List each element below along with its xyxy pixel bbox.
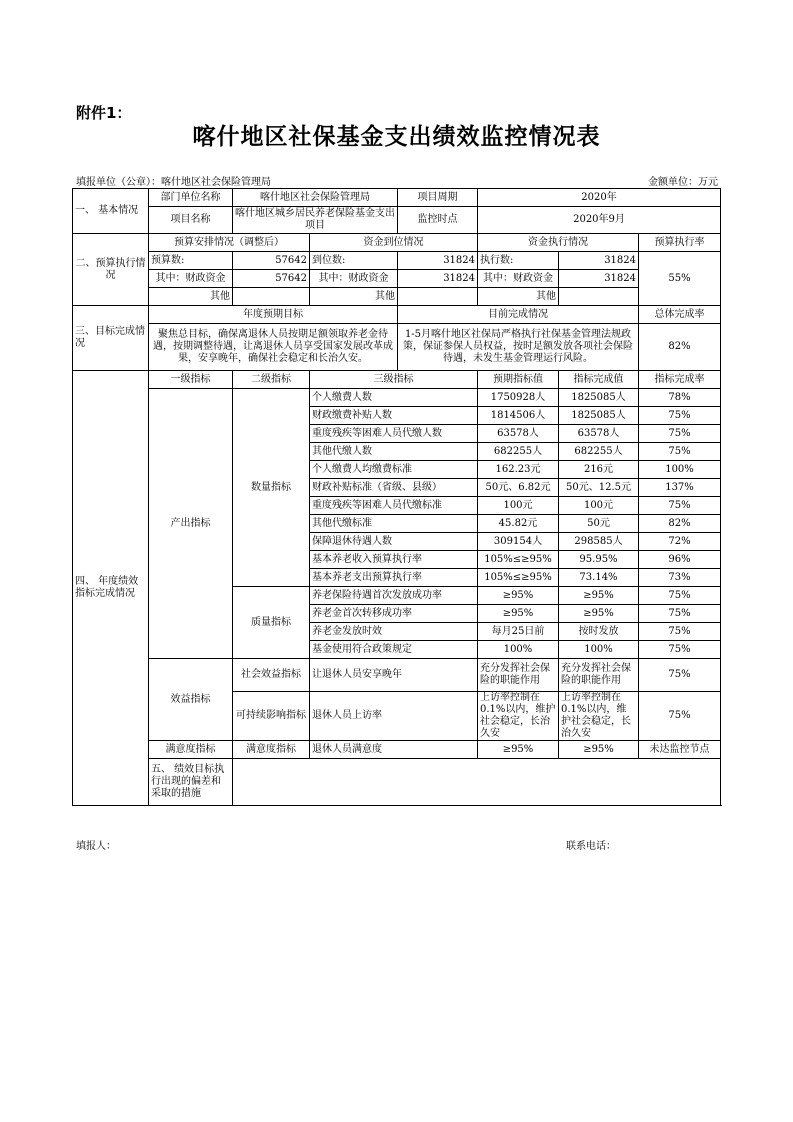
project-label: 项目名称 bbox=[149, 207, 233, 234]
period-value: 2020年 bbox=[478, 189, 721, 207]
indicator-expected: 上访率控制在0.1%以内，维护社会稳定，长治久安 bbox=[478, 692, 559, 741]
budget-other-row bbox=[73, 288, 721, 306]
indicator-expected: 105%≤≥95% bbox=[478, 569, 559, 587]
indicator-name: 重度残疾等困难人员代缴人数 bbox=[310, 425, 478, 443]
budget-header-row bbox=[73, 234, 721, 252]
indicator-name: 养老金发放时效 bbox=[310, 623, 478, 641]
indicator-actual: 100元 bbox=[559, 497, 639, 515]
indicator-expected: 充分发挥社会保险的职能作用 bbox=[478, 659, 559, 692]
budget-rate-header: 预算执行率 bbox=[639, 234, 721, 252]
indicator-name: 退休人员满意度 bbox=[310, 741, 478, 759]
period-label: 项目周期 bbox=[398, 189, 478, 207]
indicator-name: 个人缴费人均缴费标准 bbox=[310, 461, 478, 479]
level1-output: 产出指标 bbox=[149, 389, 233, 659]
indicator-h-level2: 二级指标 bbox=[233, 371, 310, 389]
indicator-name: 基金使用符合政策规定 bbox=[310, 641, 478, 659]
budget-arrive-header: 资金到位情况 bbox=[310, 234, 478, 252]
indicator-name: 退休人员上访率 bbox=[310, 692, 478, 741]
indicator-h-level3: 三级指标 bbox=[310, 371, 478, 389]
indicator-expected: 45.82元 bbox=[478, 515, 559, 533]
indicator-actual: 上访率控制在0.1%以内，维护社会稳定，长治久安 bbox=[559, 692, 639, 741]
plan-fiscal-value: 57642 bbox=[233, 270, 310, 288]
indicator-name: 基本养老支出预算执行率 bbox=[310, 569, 478, 587]
indicator-h-level1: 一级指标 bbox=[149, 371, 233, 389]
budget-plan-header: 预算安排情况（调整后） bbox=[149, 234, 310, 252]
exec-label: 执行数: bbox=[478, 252, 559, 270]
indicator-name: 重度残疾等困难人员代缴标准 bbox=[310, 497, 478, 515]
indicator-rate: 75% bbox=[639, 641, 721, 659]
indicator-rate: 75% bbox=[639, 587, 721, 605]
monitor-label: 监控时点 bbox=[398, 207, 478, 234]
indicator-rate: 100% bbox=[639, 461, 721, 479]
phone-label: 联系电话： bbox=[566, 841, 616, 852]
indicator-actual: 按时发放 bbox=[559, 623, 639, 641]
indicator-rate: 75% bbox=[639, 425, 721, 443]
indicator-name: 保障退休待遇人数 bbox=[310, 533, 478, 551]
amount-unit: 金额单位：万元 bbox=[648, 177, 718, 188]
indicator-rate: 78% bbox=[639, 389, 721, 407]
goal-annual-text: 聚焦总目标，确保离退休人员按期足额领取养老金待遇，按期调整待遇，让离退休人员享受国家发展改革成果，安享晚年，确保社会稳定和长治久安。 bbox=[149, 324, 398, 371]
level2-social: 社会效益指标 bbox=[233, 659, 310, 692]
indicator-expected: 105%≤≥95% bbox=[478, 551, 559, 569]
budget-section-label: 二、预算执行情况 bbox=[73, 234, 149, 306]
indicator-rate: 75% bbox=[639, 623, 721, 641]
plan-other-label: 其他 bbox=[149, 288, 233, 306]
indicator-actual: ≥95% bbox=[559, 587, 639, 605]
indicator-rate: 137% bbox=[639, 479, 721, 497]
indicator-actual: 63578人 bbox=[559, 425, 639, 443]
filing-unit: 填报单位（公章）：喀什地区社会保险管理局 bbox=[76, 177, 271, 188]
indicator-expected: 63578人 bbox=[478, 425, 559, 443]
goal-header-row bbox=[73, 306, 721, 324]
basic-row-dept bbox=[73, 189, 721, 207]
level1-satisfaction: 满意度指标 bbox=[149, 741, 233, 759]
indicator-h-rate: 指标完成率 bbox=[639, 371, 721, 389]
indicator-rate: 75% bbox=[639, 443, 721, 461]
indicator-actual: 50元、12.5元 bbox=[559, 479, 639, 497]
indicator-rate: 75% bbox=[639, 407, 721, 425]
level2-quantity: 数量指标 bbox=[233, 389, 310, 587]
goal-content-row bbox=[73, 324, 721, 371]
table-row bbox=[73, 389, 721, 407]
dept-value: 喀什地区社会保险管理局 bbox=[233, 189, 398, 207]
indicator-actual: 1825085人 bbox=[559, 407, 639, 425]
indicator-expected: 162.23元 bbox=[478, 461, 559, 479]
indicator-actual: 682255人 bbox=[559, 443, 639, 461]
indicator-expected: 每月25日前 bbox=[478, 623, 559, 641]
indicator-name: 个人缴费人数 bbox=[310, 389, 478, 407]
table-row bbox=[73, 659, 721, 692]
indicator-expected: 50元、6.82元 bbox=[478, 479, 559, 497]
plan-fiscal-label: 其中：财政资金 bbox=[149, 270, 233, 288]
budget-rate-value: 55% bbox=[639, 252, 721, 306]
monitor-value: 2020年9月 bbox=[478, 207, 721, 234]
indicator-actual: 216元 bbox=[559, 461, 639, 479]
indicator-name: 养老金首次转移成功率 bbox=[310, 605, 478, 623]
arrive-fiscal-value: 31824 bbox=[398, 270, 478, 288]
indicator-name: 让退休人员安享晚年 bbox=[310, 659, 478, 692]
indicator-expected: 682255人 bbox=[478, 443, 559, 461]
arrive-value: 31824 bbox=[398, 252, 478, 270]
arrive-other-label: 其他 bbox=[310, 288, 398, 306]
indicator-rate: 82% bbox=[639, 515, 721, 533]
exec-value: 31824 bbox=[559, 252, 639, 270]
table-row bbox=[73, 741, 721, 759]
level2-satisfaction: 满意度指标 bbox=[233, 741, 310, 759]
indicator-expected: ≥95% bbox=[478, 741, 559, 759]
indicator-expected: ≥95% bbox=[478, 587, 559, 605]
plan-value: 57642 bbox=[233, 252, 310, 270]
indicator-expected: 1750928人 bbox=[478, 389, 559, 407]
budget-exec-header: 资金执行情况 bbox=[478, 234, 639, 252]
plan-label: 预算数: bbox=[149, 252, 233, 270]
indicator-rate: 75% bbox=[639, 659, 721, 692]
basic-row-project bbox=[73, 207, 721, 234]
goal-current-text: 1-5月喀什地区社保局严格执行社保基金管理法规政策，保证参保人员权益，按时足额发放各项社会保险待遇，未发生基金管理运行风险。 bbox=[398, 324, 639, 371]
indicator-actual: 100% bbox=[559, 641, 639, 659]
indicator-rate: 75% bbox=[639, 605, 721, 623]
attachment-label: 附件1： bbox=[76, 104, 132, 122]
indicator-expected: 100元 bbox=[478, 497, 559, 515]
goal-section-label: 三、目标完成情况 bbox=[73, 306, 149, 371]
indicator-h-expected: 预期指标值 bbox=[478, 371, 559, 389]
indicator-name: 其他代缴标准 bbox=[310, 515, 478, 533]
indicator-name: 基本养老收入预算执行率 bbox=[310, 551, 478, 569]
basic-section-label: 一、 基本情况 bbox=[73, 189, 149, 234]
indicator-rate: 75% bbox=[639, 497, 721, 515]
indicator-name: 财政补贴标准（省级、县级） bbox=[310, 479, 478, 497]
budget-fiscal-row bbox=[73, 270, 721, 288]
exec-fiscal-label: 其中：财政资金 bbox=[478, 270, 559, 288]
deviation-content[interactable] bbox=[233, 759, 721, 806]
indicator-rate: 72% bbox=[639, 533, 721, 551]
indicator-expected: 100% bbox=[478, 641, 559, 659]
level2-quality: 质量指标 bbox=[233, 587, 310, 659]
arrive-label: 到位数: bbox=[310, 252, 398, 270]
budget-total-row bbox=[73, 252, 721, 270]
performance-monitoring-table bbox=[72, 188, 721, 806]
indicator-actual: 95.95% bbox=[559, 551, 639, 569]
level1-benefit: 效益指标 bbox=[149, 659, 233, 741]
indicator-name: 其他代缴人数 bbox=[310, 443, 478, 461]
deviation-row bbox=[73, 759, 721, 806]
exec-other-label: 其他 bbox=[478, 288, 559, 306]
arrive-fiscal-label: 其中：财政资金 bbox=[310, 270, 398, 288]
indicator-actual: 50元 bbox=[559, 515, 639, 533]
indicator-actual: ≥95% bbox=[559, 605, 639, 623]
indicator-expected: 309154人 bbox=[478, 533, 559, 551]
goal-annual-header: 年度预期目标 bbox=[149, 306, 398, 324]
goal-current-header: 目前完成情况 bbox=[398, 306, 639, 324]
indicator-rate: 75% bbox=[639, 692, 721, 741]
indicator-expected: 1814506人 bbox=[478, 407, 559, 425]
deviation-section-label: 五、 绩效目标执行出现的偏差和采取的措施 bbox=[149, 759, 233, 806]
indicator-actual: 73.14% bbox=[559, 569, 639, 587]
page-title: 喀什地区社保基金支出绩效监控情况表 bbox=[192, 123, 601, 150]
indicator-header-row bbox=[73, 371, 721, 389]
goal-total-value: 82% bbox=[639, 324, 721, 371]
indicator-name: 财政缴费补贴人数 bbox=[310, 407, 478, 425]
project-value: 喀什地区城乡居民养老保险基金支出项目 bbox=[233, 207, 398, 234]
indicator-name: 养老保险待遇首次发放成功率 bbox=[310, 587, 478, 605]
indicator-actual: 298585人 bbox=[559, 533, 639, 551]
indicator-rate: 73% bbox=[639, 569, 721, 587]
indicator-actual: ≥95% bbox=[559, 741, 639, 759]
goal-total-header: 总体完成率 bbox=[639, 306, 721, 324]
exec-fiscal-value: 31824 bbox=[559, 270, 639, 288]
indicator-expected: ≥95% bbox=[478, 605, 559, 623]
level2-sustain: 可持续影响指标 bbox=[233, 692, 310, 741]
indicator-section-label: 四、 年度绩效指标完成情况 bbox=[73, 371, 149, 806]
indicator-rate: 96% bbox=[639, 551, 721, 569]
indicator-rate: 未达监控节点 bbox=[639, 741, 721, 759]
indicator-actual: 1825085人 bbox=[559, 389, 639, 407]
indicator-actual: 充分发挥社会保险的职能作用 bbox=[559, 659, 639, 692]
filler-label: 填报人： bbox=[76, 841, 116, 852]
indicator-h-actual: 指标完成值 bbox=[559, 371, 639, 389]
dept-label: 部门单位名称 bbox=[149, 189, 233, 207]
